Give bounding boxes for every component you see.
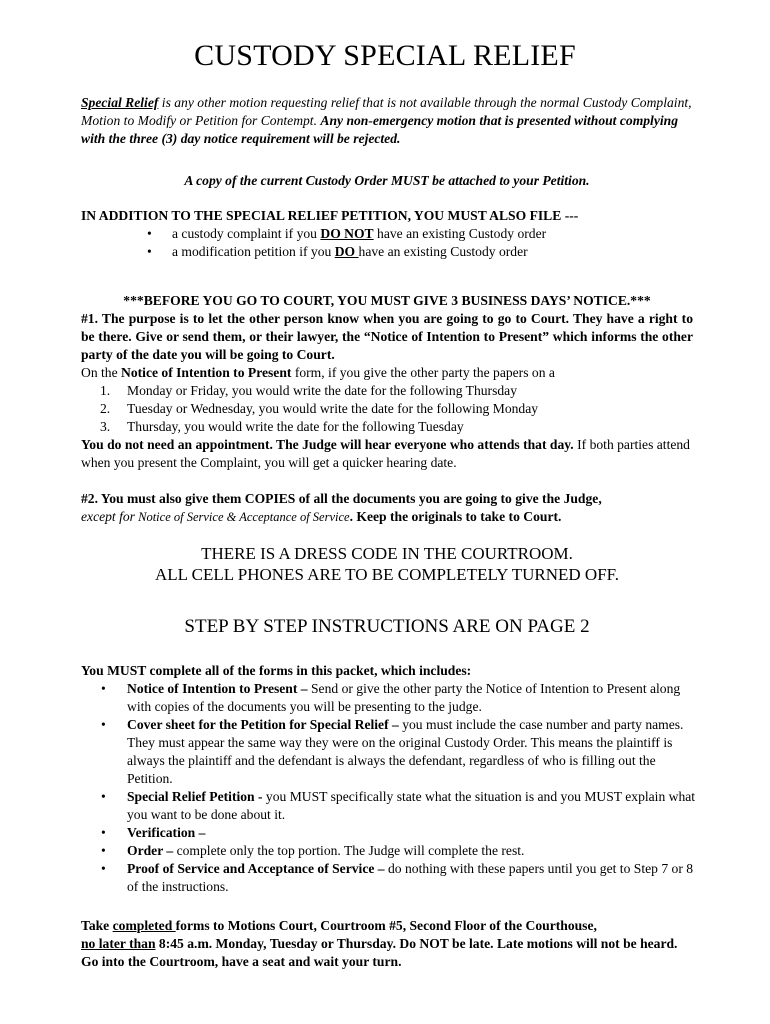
notice-point-1: #1. The purpose is to let the other person know when you are going to go to Court. They have a right to be there. Give or send them, or their lawyer, the “Notice of Intention to Present” which informs the other party of the date you will be going to Court. (81, 311, 693, 362)
intro-text: is any other motion requesting relief that is not available through the normal Custody Complaint, Motion to Modify or Petition for Contempt. (81, 95, 692, 128)
addition-heading: IN ADDITION TO THE SPECIAL RELIEF PETITION, YOU MUST ALSO FILE --- (81, 208, 579, 223)
list-item: • Proof of Service and Acceptance of Service – do nothing with these papers until you get to Step 7 or 8 of the instructions. (101, 861, 694, 894)
notice-instructions: On the Notice of Intention to Present form, if you give the other party the papers on a (81, 365, 555, 380)
forms-heading: You MUST complete all of the forms in this packet, which includes: (81, 663, 472, 678)
list-item: • Special Relief Petition - you MUST specifically state what the situation is and you MUST explain what you want to be done about it. (101, 789, 696, 822)
list-item: 1. Monday or Friday, you would write the date for the following Thursday (100, 383, 517, 398)
cell-phone-notice: ALL CELL PHONES ARE TO BE COMPLETELY TURNED OFF. (155, 565, 619, 584)
forms-list (101, 680, 701, 896)
no-appointment-paragraph: You do not need an appointment. The Judge will hear everyone who attends that day. If both parties attend when you present the Complaint, you will get a quicker hearing date. (81, 437, 690, 470)
page-title: CUSTODY SPECIAL RELIEF (194, 39, 576, 72)
day-list (100, 382, 700, 436)
list-item: • a custody complaint if you DO NOT have an existing Custody order (147, 225, 546, 243)
step-by-step-notice: STEP BY STEP INSTRUCTIONS ARE ON PAGE 2 (184, 616, 590, 637)
copy-note: A copy of the current Custody Order MUST be attached to your Petition. (184, 173, 590, 188)
dress-code-notice: THERE IS A DRESS CODE IN THE COURTROOM. (201, 544, 573, 563)
list-item: • Verification – (101, 825, 206, 840)
final-instructions: Take completed forms to Motions Court, Courtroom #5, Second Floor of the Courthouse, no later than 8:45 a.m. Monday, Tuesday or Thursday. Do NOT be late. Late motions will not be heard. Go into the Courtroom, have a seat and wait your turn. (81, 918, 678, 969)
list-item: • a modification petition if you DO have an existing Custody order (147, 243, 546, 261)
list-item: • Notice of Intention to Present – Send or give the other party the Notice of Intention to Present along with copies of the documents you will be presenting to the judge. (101, 681, 681, 714)
list-item: • Order – complete only the top portion. The Judge will complete the rest. (101, 843, 525, 858)
special-relief-term: Special Relief (81, 95, 159, 110)
list-item: 2. Tuesday or Wednesday, you would write the date for the following Monday (100, 401, 539, 416)
notice-heading: ***BEFORE YOU GO TO COURT, YOU MUST GIVE 3 BUSINESS DAYS’ NOTICE.*** (123, 293, 651, 308)
intro-paragraph (81, 94, 693, 148)
addition-list (147, 225, 546, 261)
intro-warning: Any non-emergency motion that is presented without complying with the three (3) day notice requirement will be rejected. (81, 113, 679, 146)
notice-point-2: #2. You must also give them COPIES of all the documents you are going to give the Judge, except for Notice of Service & Acceptance of Service. Keep the originals to take to Court. (81, 491, 602, 524)
list-item: • Cover sheet for the Petition for Special Relief – you must include the case number and party names. They must appear the same way they were on the original Custody Order. This means the plaintiff is always the plaintiff and the defendant is always the defendant, regardless of who is filling out the Petition. (101, 717, 684, 786)
list-item: 3. Thursday, you would write the date for the following Tuesday (100, 419, 464, 434)
